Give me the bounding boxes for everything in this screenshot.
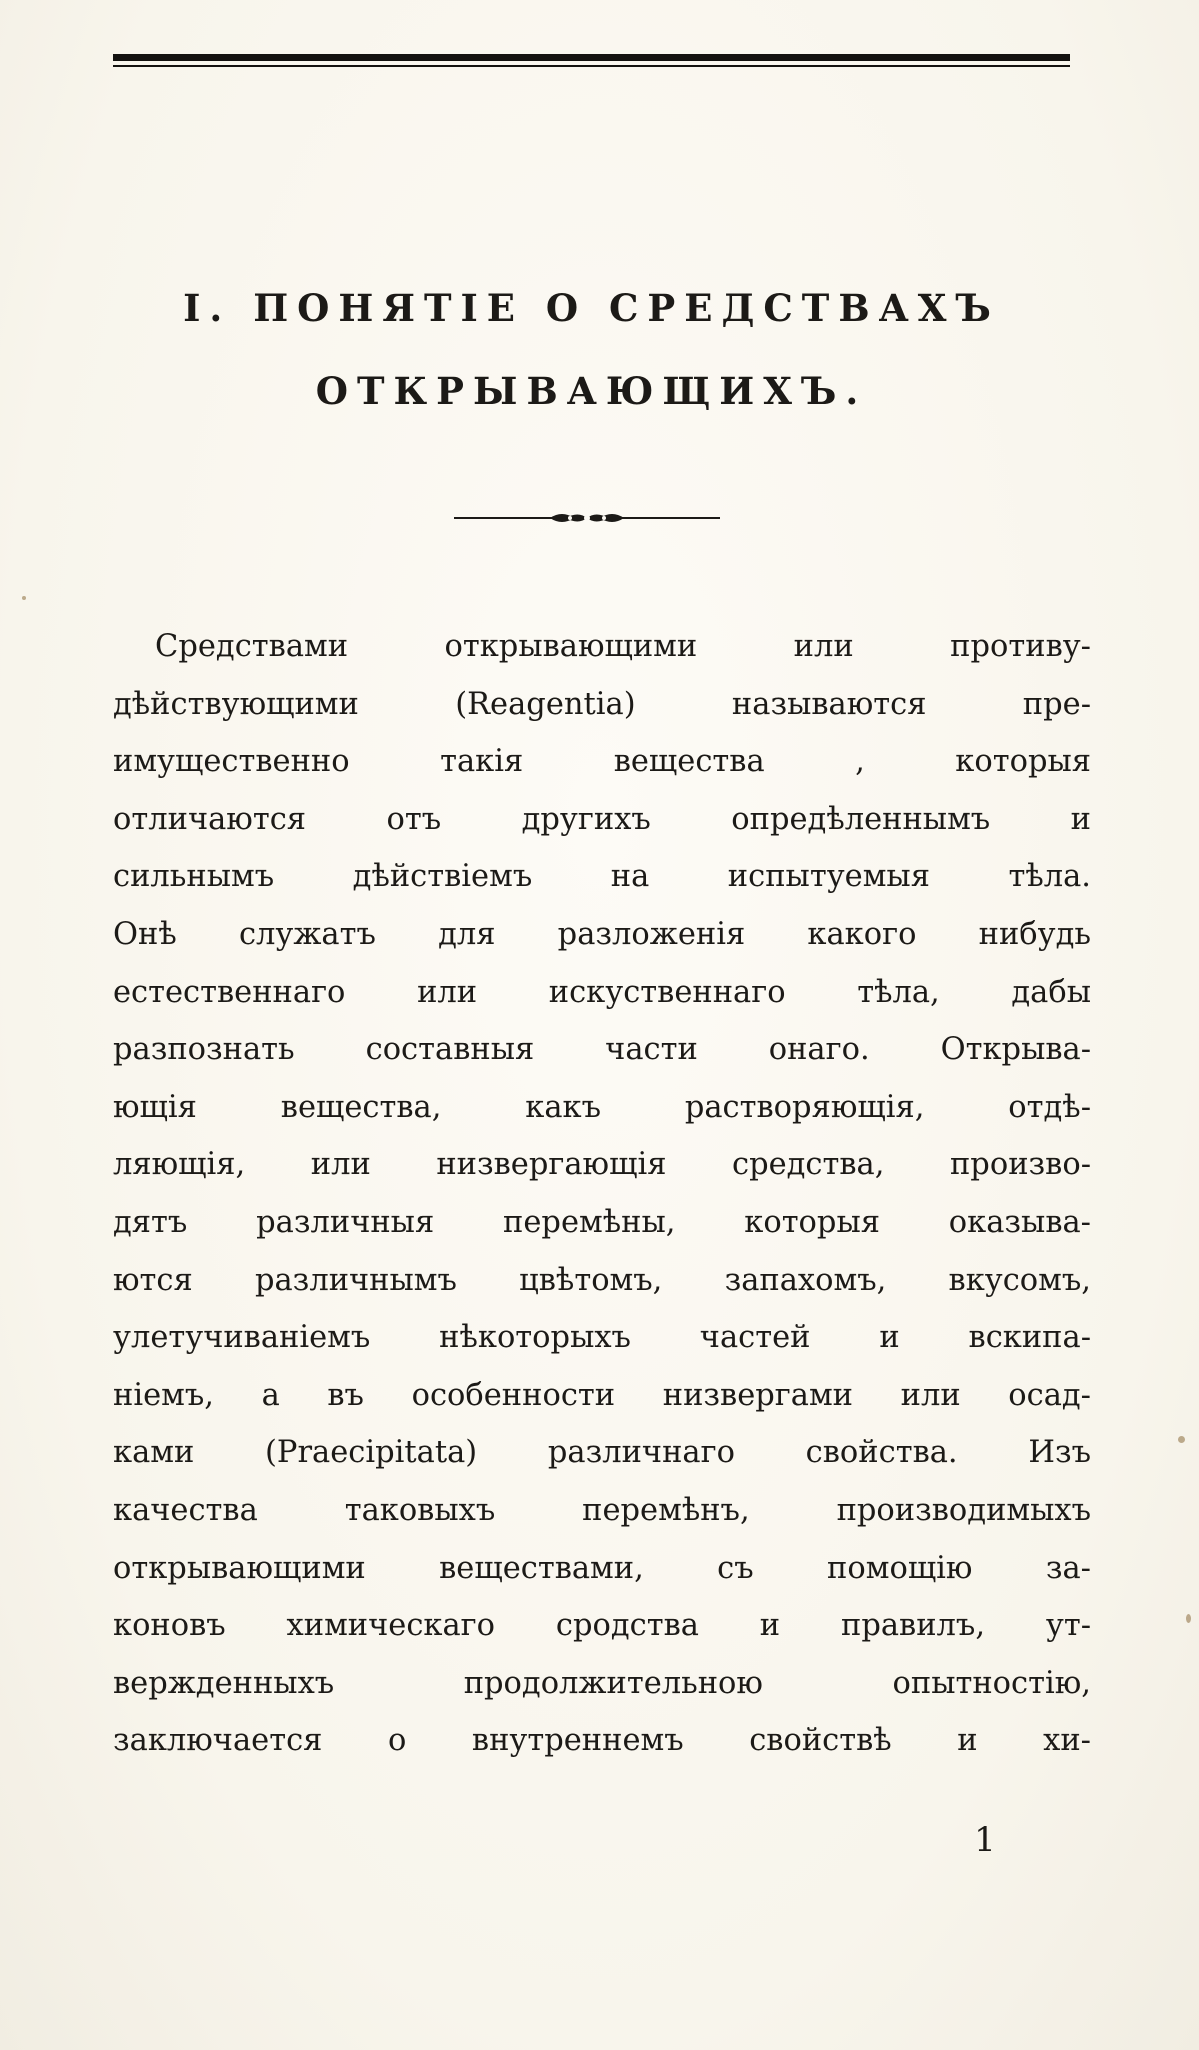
- ornament-divider-icon: [454, 507, 720, 529]
- paper-fleck: [1178, 1436, 1185, 1443]
- text-line: ками (Praecipitata) различнаго свойства. Изъ: [113, 1435, 1091, 1471]
- text-line: имущественно такія вещества , которыя: [113, 744, 1091, 780]
- text-line: ляющія, или низвергающія средства, произво-: [113, 1147, 1091, 1183]
- text-line: вержденныхъ продолжительною опытностію,: [113, 1665, 1091, 1701]
- text-line: сильнымъ дѣйствіемъ на испытуемыя тѣла.: [113, 859, 1091, 895]
- page-number: 1: [974, 1820, 996, 1860]
- top-rule-thin: [113, 65, 1070, 67]
- paper-fleck: [22, 596, 26, 600]
- chapter-heading-line-1: I. ПОНЯТІЕ О СРЕДСТВАХЪ: [183, 286, 1000, 330]
- text-line: Средствами открывающими или противу-: [155, 629, 1091, 664]
- text-line: коновъ химическаго сродства и правилъ, ут-: [113, 1608, 1091, 1644]
- text-line: открывающими веществами, съ помощію за-: [113, 1550, 1091, 1586]
- text-line: ются различнымъ цвѣтомъ, запахомъ, вкусомъ,: [113, 1262, 1091, 1298]
- text-line: отличаются отъ другихъ опредѣленнымъ и: [113, 801, 1091, 837]
- text-line: естественнаго или искуственнаго тѣла, дабы: [113, 974, 1091, 1010]
- chapter-heading-line-2: ОТКРЫВАЮЩИХЪ.: [315, 369, 868, 413]
- text-line: дятъ различныя перемѣны, которыя оказыва-: [113, 1204, 1091, 1240]
- top-double-rule: [113, 54, 1070, 67]
- text-line: качества таковыхъ перемѣнъ, производимыхъ: [113, 1492, 1091, 1528]
- top-rule-thick: [113, 54, 1070, 61]
- text-line: Онѣ служатъ для разложенія какого нибудь: [113, 916, 1091, 952]
- body-paragraph: [113, 618, 1091, 1770]
- text-line: улетучиваніемъ нѣкоторыхъ частей и вскипа-: [113, 1320, 1091, 1356]
- text-line: заключается о внутреннемъ свойствѣ и хи-: [113, 1723, 1091, 1759]
- paper-fleck: [1186, 1614, 1191, 1623]
- text-line: разпознать составныя части онаго. Открыва-: [113, 1032, 1091, 1068]
- text-line: ніемъ, а въ особенности низвергами или осад-: [113, 1377, 1091, 1413]
- text-line: ющія вещества, какъ растворяющія, отдѣ-: [113, 1089, 1091, 1125]
- text-line: дѣйствующими (Reagentia) называются пре-: [113, 686, 1091, 722]
